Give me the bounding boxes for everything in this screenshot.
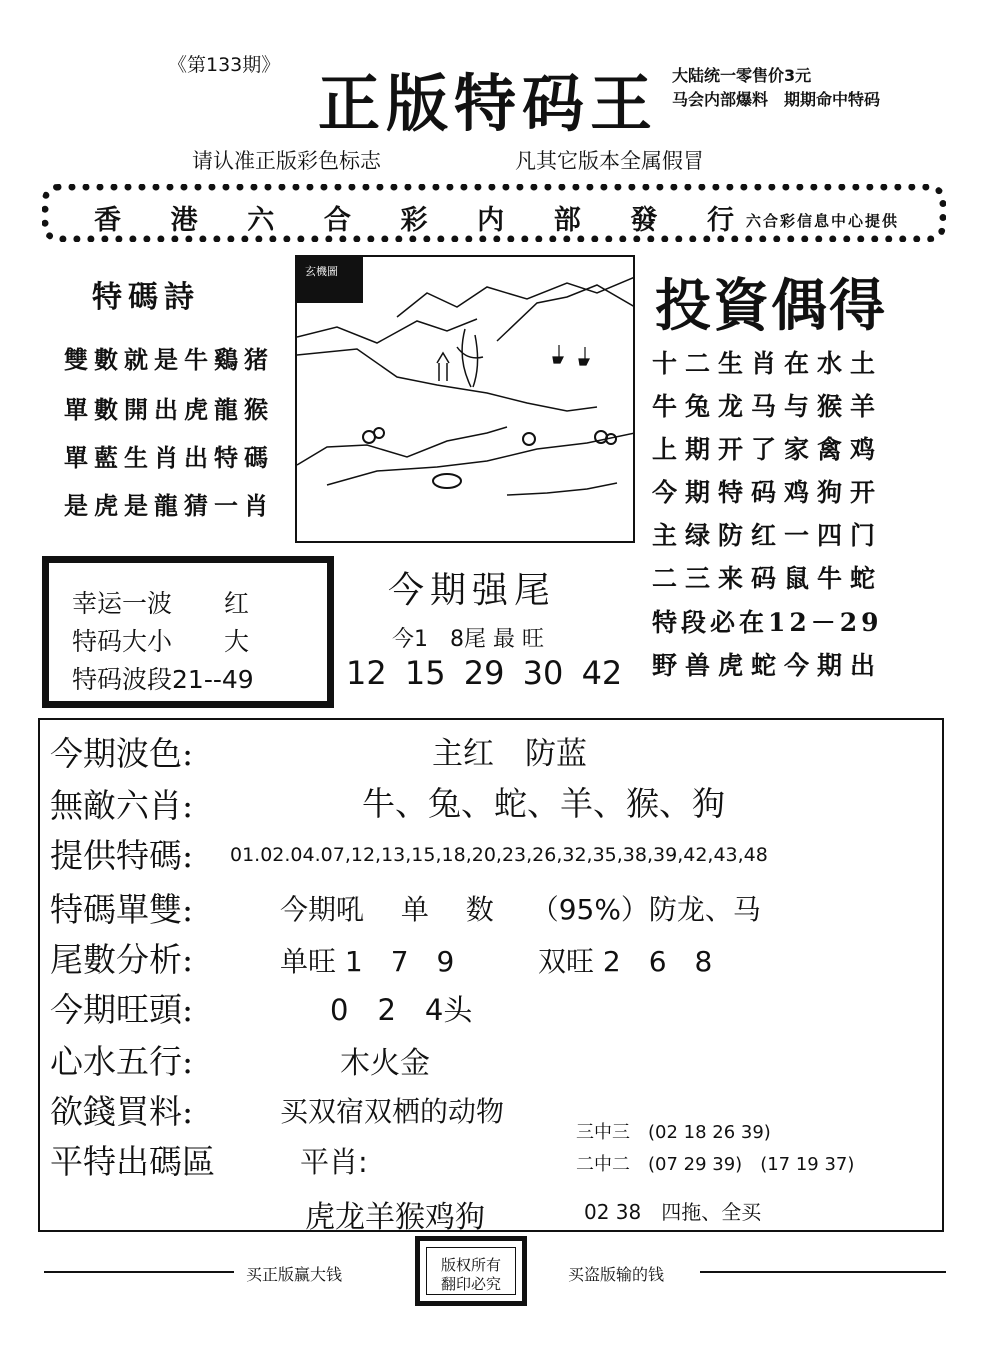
right-line: 十二生肖在水土 xyxy=(652,349,884,378)
oddeven-value: 今期吼 单 数 （95%）防龙、马 xyxy=(280,893,761,926)
flat-sub: 平肖: xyxy=(300,1145,368,1179)
lucky-row xyxy=(72,660,254,696)
price-line: 大陆统一零售价3元 xyxy=(672,66,812,85)
banner-char: 發 xyxy=(630,205,658,236)
poem-title: 特碼詩 xyxy=(92,280,200,315)
tailnum-label: 尾數分析: xyxy=(50,940,194,979)
tail-numbers: 12 15 29 30 42 xyxy=(346,654,623,692)
lotus-leaf xyxy=(433,474,461,488)
banner-char: 行 xyxy=(707,205,734,236)
lucky-row xyxy=(72,622,249,658)
two-of-two: 二中二 (07 29 39) (17 19 37) xyxy=(576,1154,855,1175)
lucky-label: 幸运一波 xyxy=(72,589,173,618)
drag-note: 02 38 四拖、全买 xyxy=(584,1200,762,1224)
banner-char: 合 xyxy=(323,205,351,236)
lucky-value: 21--49 xyxy=(172,665,254,694)
banner-char: 部 xyxy=(553,205,581,236)
stamp-box xyxy=(297,257,363,303)
lucky-value: 红 xyxy=(223,589,249,618)
issue-number: 《第133期》 xyxy=(168,54,281,76)
right-line: 野兽虎蛇今期出 xyxy=(652,651,884,680)
footer-left: 买正版赢大钱 xyxy=(246,1265,343,1284)
notice-left: 请认准正版彩色标志 xyxy=(192,149,381,173)
buy-value: 买双宿双栖的动物 xyxy=(280,1095,505,1128)
copyright-line: 翻印必究 xyxy=(440,1275,501,1293)
flat-label: 平特出碼區 xyxy=(50,1142,215,1181)
right-line: 今期特码鸡狗开 xyxy=(652,478,884,507)
footer-rule-right xyxy=(700,1271,946,1273)
banner-char: 内 xyxy=(477,205,505,236)
footer-rule-left xyxy=(44,1271,234,1273)
copyright-box xyxy=(415,1236,527,1306)
lucky-row xyxy=(72,584,249,620)
right-line: 牛兔龙马与猴羊 xyxy=(652,392,884,421)
right-line: 主绿防红一四门 xyxy=(652,521,884,550)
element-label: 心水五行: xyxy=(50,1042,194,1081)
pavilion-shape xyxy=(437,353,449,381)
banner-note: 六合彩信息中心提供 xyxy=(746,212,900,230)
price-info xyxy=(672,64,880,112)
banner-char: 六 xyxy=(247,205,275,236)
poem-line: 是虎是龍猜一肖 xyxy=(64,491,274,520)
lucky-label: 特码波段 xyxy=(72,665,173,694)
willow-tree xyxy=(457,329,483,387)
oddeven-label: 特碼單雙: xyxy=(50,890,194,929)
tailnum-double: 双旺 2 6 8 xyxy=(538,945,713,978)
banner-char: 彩 xyxy=(400,205,428,236)
banner-text xyxy=(94,198,734,237)
right-heading: 投資偶得 xyxy=(655,274,887,339)
right-line: 二三来码鼠牛蛇 xyxy=(652,564,884,593)
three-of-three: 三中三 (02 18 26 39) xyxy=(576,1122,771,1143)
poem-line: 單藍生肖出特碼 xyxy=(64,443,274,472)
head-value: 0 2 4头 xyxy=(330,993,473,1027)
notice-right: 凡其它版本全属假冒 xyxy=(515,149,704,173)
footer-right: 买盗版输的钱 xyxy=(568,1265,665,1284)
page-title: 正版特码王 xyxy=(318,67,659,140)
color-label: 今期波色: xyxy=(50,734,194,773)
lucky-label: 特码大小 xyxy=(72,627,173,656)
picture-stamp: 玄機圖 xyxy=(305,265,338,278)
poem-line: 單數開出虎龍猴 xyxy=(64,395,274,424)
tail-heading: 今期强尾 xyxy=(388,570,557,611)
tailnum-single: 单旺 1 7 9 xyxy=(280,945,455,978)
copyright-line: 版权所有 xyxy=(440,1256,501,1274)
banner-char: 港 xyxy=(170,205,198,236)
landscape-picture xyxy=(295,255,635,543)
right-line: 特段必在12－29 xyxy=(652,608,883,637)
element-value: 木火金 xyxy=(340,1046,430,1081)
landscape-drawing xyxy=(297,257,635,543)
tail-note: 今1 8尾 最 旺 xyxy=(392,627,544,652)
provide-label: 提供特碼: xyxy=(50,836,194,875)
lucky-value: 大 xyxy=(223,627,249,656)
buy-label: 欲錢買料: xyxy=(50,1092,194,1131)
six-label: 無敵六肖: xyxy=(50,786,194,825)
slogan-line: 马会内部爆料 期期命中特码 xyxy=(672,90,881,109)
boats xyxy=(553,345,589,365)
six-value: 牛、兔、蛇、羊、猴、狗 xyxy=(362,784,725,823)
head-label: 今期旺頭: xyxy=(50,990,194,1029)
copyright-inner xyxy=(426,1247,516,1295)
poem-line: 雙數就是牛鷄猪 xyxy=(64,345,274,374)
flat-animals: 虎龙羊猴鸡狗 xyxy=(305,1200,485,1235)
color-value: 主红 防蓝 xyxy=(432,736,587,772)
banner-char: 香 xyxy=(94,205,121,236)
provide-value: 01.02.04.07,12,13,15,18,20,23,26,32,35,38,39,42,43,48 xyxy=(230,844,768,866)
right-line: 上期开了家禽鸡 xyxy=(652,435,884,464)
